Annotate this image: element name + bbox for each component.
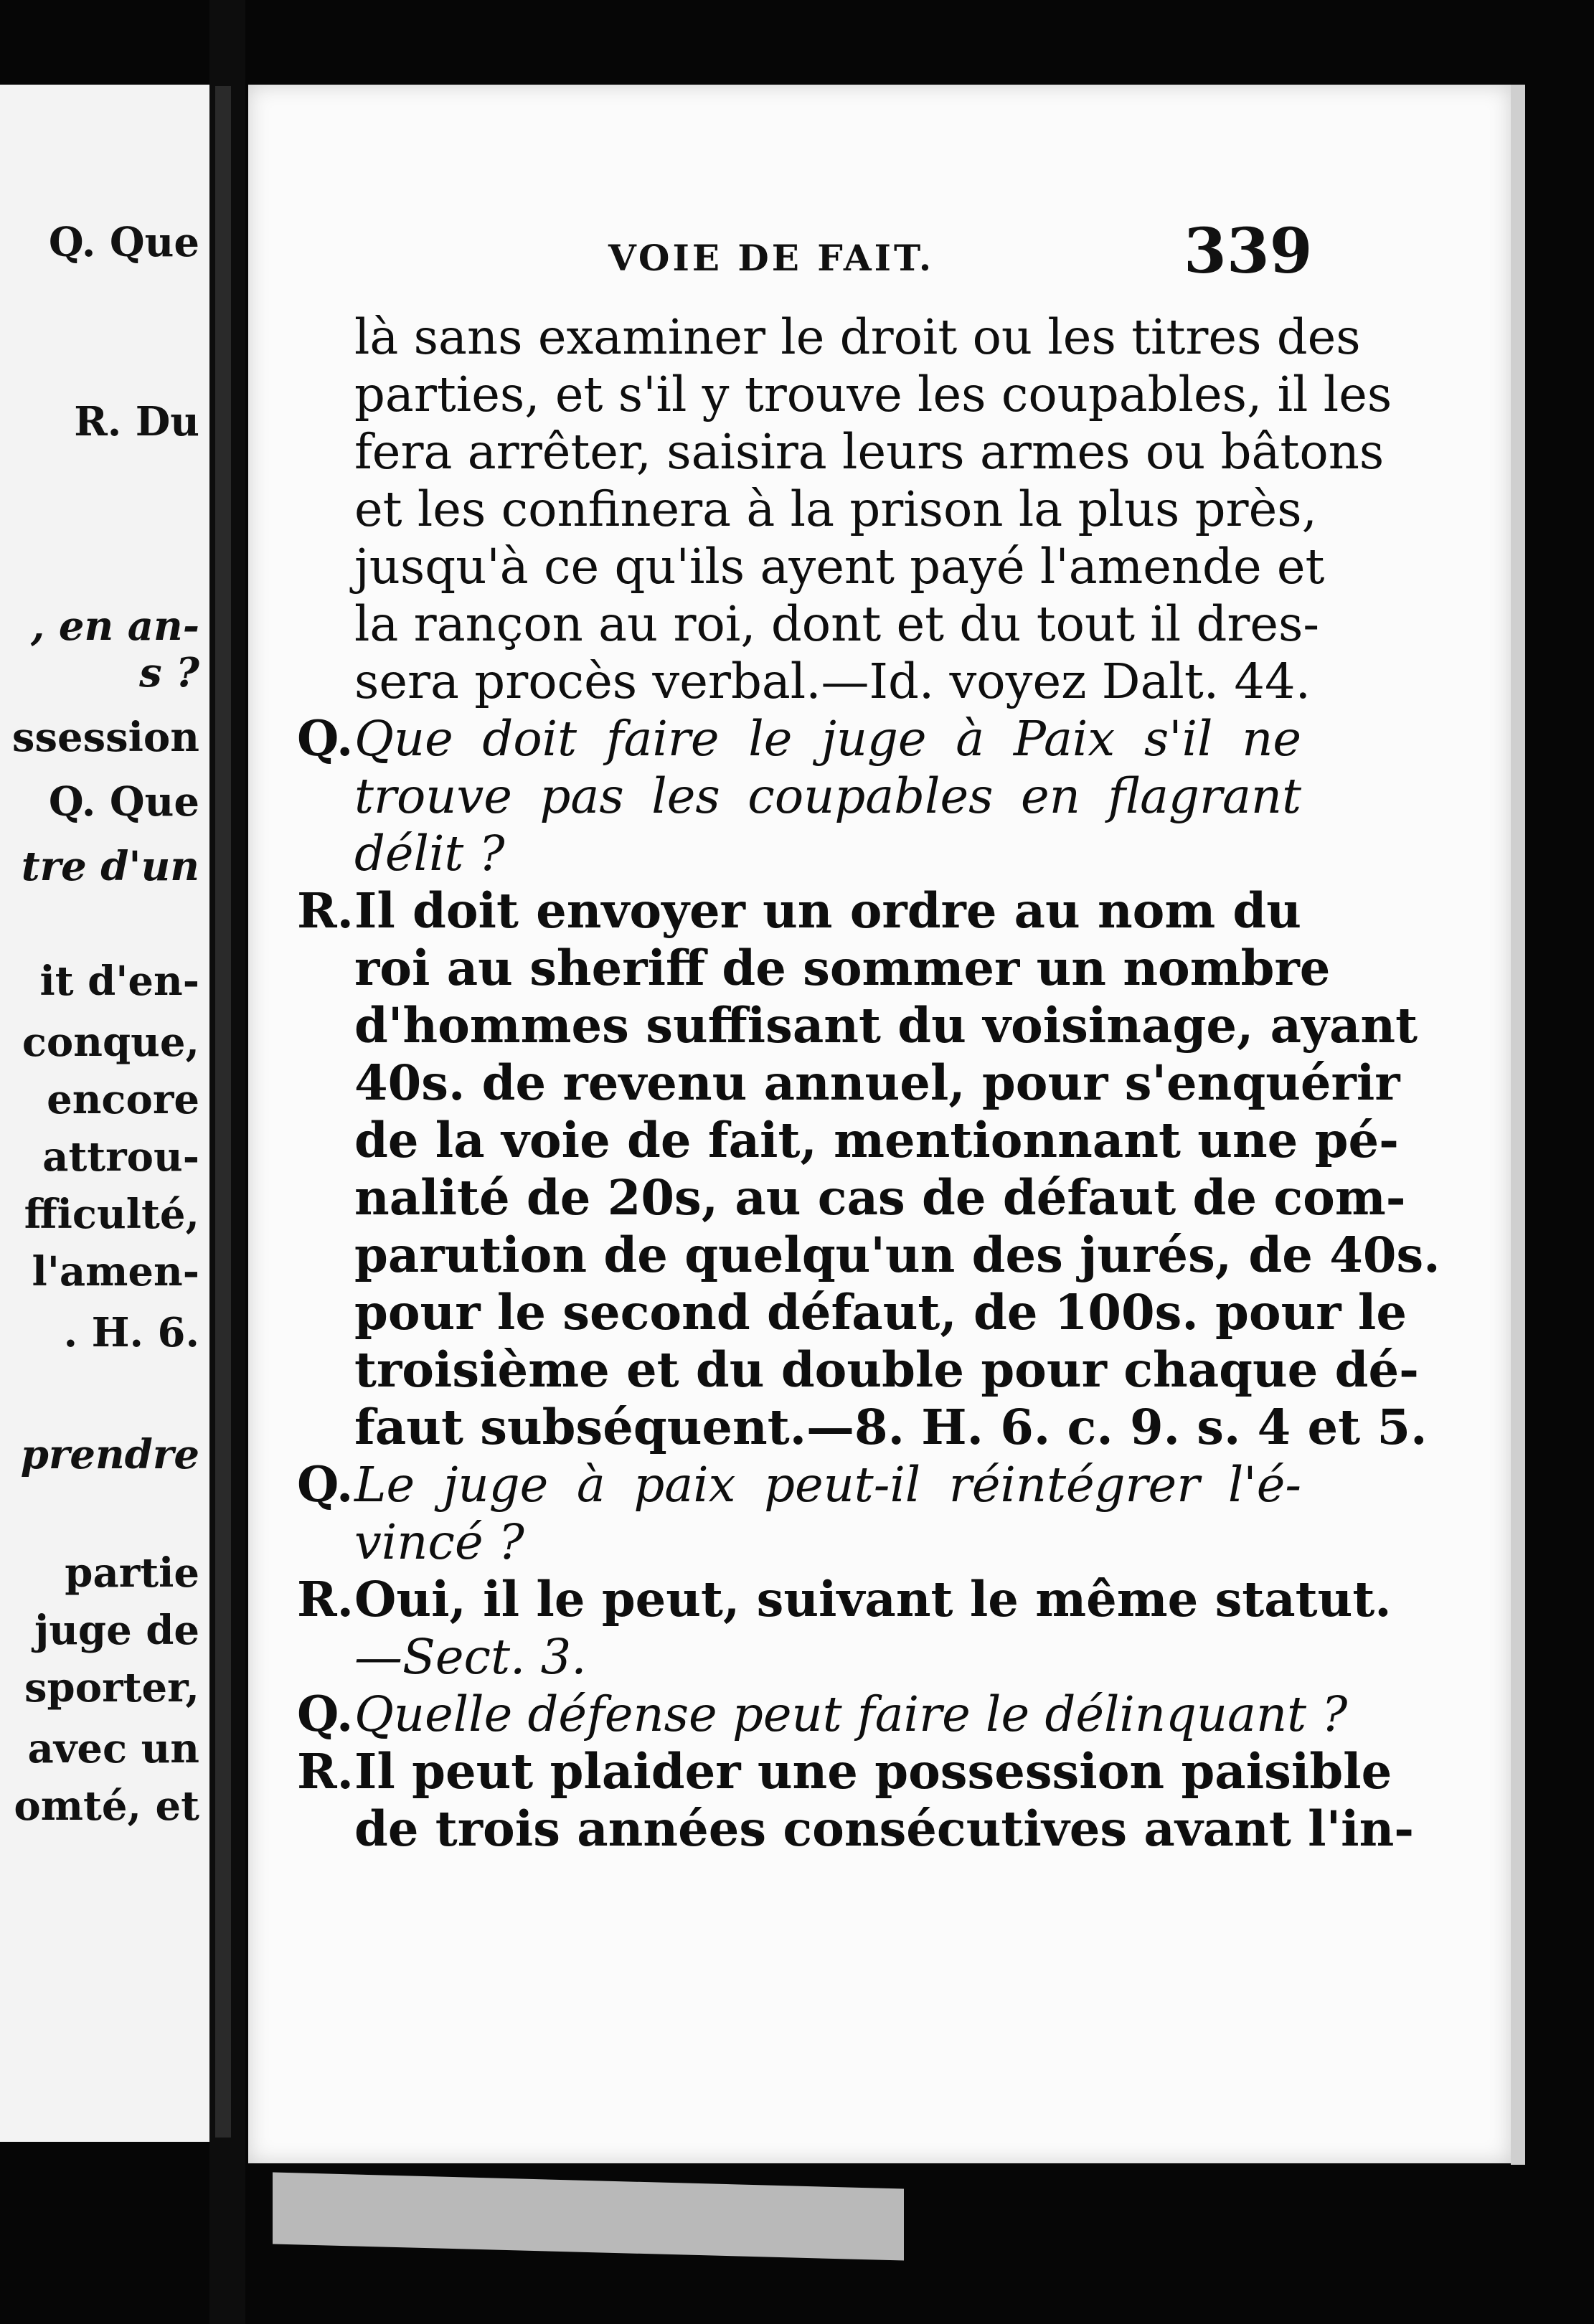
text-line [297, 595, 1320, 653]
text-line [297, 1169, 1406, 1227]
left-page-fragment: partie [65, 1549, 199, 1597]
text-line [297, 1571, 1392, 1628]
left-page-fragment: R. Du [74, 398, 199, 445]
line-text: de trois années consécutives avant l'in- [354, 1800, 1415, 1857]
page-number: 339 [1184, 215, 1313, 288]
line-text: —Sect. 3. [354, 1629, 587, 1685]
line-text: roi au sheriff de sommer un nombre [354, 940, 1331, 996]
left-page-fragment: l'amen- [32, 1248, 199, 1295]
text-line [297, 653, 1311, 710]
left-page-fragment: it d'en- [39, 958, 199, 1005]
line-text: la rançon au roi, dont et du tout il dres- [354, 596, 1320, 652]
text-line [297, 1227, 1440, 1284]
text-line [297, 1341, 1419, 1399]
line-text: et les confinera à la prison la plus près, [354, 481, 1317, 537]
left-page-fragment: Q. Que [48, 778, 199, 826]
left-page-fragment: . H. 6. [63, 1309, 199, 1356]
left-page-fragment: omté, et [14, 1782, 199, 1830]
line-text: nalité de 20s, au cas de défaut de com- [354, 1169, 1406, 1226]
line-text: trouve pas les coupables en flagrant [354, 768, 1301, 824]
line-text: parties, et s'il y trouve les coupables, il les [354, 367, 1392, 422]
line-text: sera procès verbal.—Id. voyez Dalt. 44. [354, 653, 1311, 709]
question-marker: Q. [297, 710, 354, 767]
text-line [297, 997, 1418, 1054]
text-line [297, 1513, 1301, 1571]
answer-marker: R. [297, 882, 354, 939]
left-page-fragment: juge de [34, 1607, 199, 1654]
left-page-fragment: fficulté, [24, 1191, 199, 1238]
text-line [297, 1743, 1392, 1800]
text-line [297, 1112, 1399, 1169]
line-text: d'hommes suffisant du voisinage, ayant [354, 997, 1418, 1054]
line-text: 40s. de revenu annuel, pour s'enquérir [354, 1054, 1400, 1111]
text-line [297, 1054, 1400, 1112]
text-line [297, 825, 1301, 882]
line-text: parution de quelqu'un des jurés, de 40s. [354, 1227, 1440, 1283]
left-page-fragment: ssession [11, 714, 199, 761]
line-text: troisième et du double pour chaque dé- [354, 1341, 1419, 1398]
body-text [297, 308, 1440, 1858]
text-line [297, 882, 1301, 940]
line-text: délit ? [354, 826, 505, 882]
text-line [297, 1628, 1301, 1686]
line-text: Oui, il le peut, suivant le même statut. [354, 1571, 1392, 1628]
answer-marker: R. [297, 1743, 354, 1800]
line-text: fera arrêter, saisira leurs armes ou bâtons [354, 424, 1385, 480]
line-text: là sans examiner le droit ou les titres des [354, 309, 1361, 365]
line-text: Le juge à paix peut-il réintégrer l'é- [354, 1457, 1301, 1513]
line-text: vincé ? [354, 1514, 524, 1570]
text-line [297, 423, 1385, 481]
question-marker: Q. [297, 1686, 354, 1742]
text-line [297, 538, 1325, 595]
text-line [297, 308, 1361, 366]
page-bottom-strip [273, 2172, 904, 2260]
line-text: Quelle défense peut faire le délinquant ? [354, 1686, 1348, 1742]
text-line [297, 1284, 1407, 1341]
left-page-fragment: s ? [139, 649, 199, 696]
text-line [297, 940, 1331, 997]
gutter-edge [215, 86, 231, 2138]
left-page-fragment: Q. Que [48, 219, 199, 266]
text-line [297, 1456, 1301, 1513]
text-line [297, 366, 1392, 423]
question-marker: Q. [297, 1456, 354, 1513]
line-text: Il doit envoyer un ordre au nom du [354, 882, 1301, 939]
left-page-fragment: avec un [27, 1725, 199, 1772]
left-page-fragment: tre d'un [21, 843, 199, 890]
page-edge [1511, 85, 1525, 2165]
text-line [297, 1800, 1415, 1858]
line-text: jusqu'à ce qu'ils ayent payé l'amende et [354, 539, 1325, 595]
text-line [297, 767, 1301, 825]
left-page-fragment: prendre [20, 1431, 199, 1478]
running-head: VOIE DE FAIT. [608, 237, 935, 279]
line-text: Il peut plaider une possession paisible [354, 1743, 1392, 1800]
answer-marker: R. [297, 1571, 354, 1628]
left-page-fragment: sporter, [24, 1664, 199, 1711]
line-text: de la voie de fait, mentionnant une pé- [354, 1112, 1399, 1168]
text-line [297, 1399, 1428, 1456]
line-text: pour le second défaut, de 100s. pour le [354, 1284, 1407, 1341]
line-text: Que doit faire le juge à Paix s'il ne [354, 711, 1301, 767]
text-line [297, 710, 1301, 767]
left-page-fragment: , en an- [30, 603, 199, 650]
line-text: faut subséquent.—8. H. 6. c. 9. s. 4 et 5. [354, 1399, 1428, 1455]
text-line [297, 481, 1317, 538]
text-line [297, 1686, 1348, 1743]
left-page-fragment: encore [47, 1076, 199, 1123]
left-page-fragment: conque, [22, 1019, 199, 1066]
left-page-fragment: attrou- [42, 1133, 199, 1181]
facing-page-left [0, 85, 209, 2142]
